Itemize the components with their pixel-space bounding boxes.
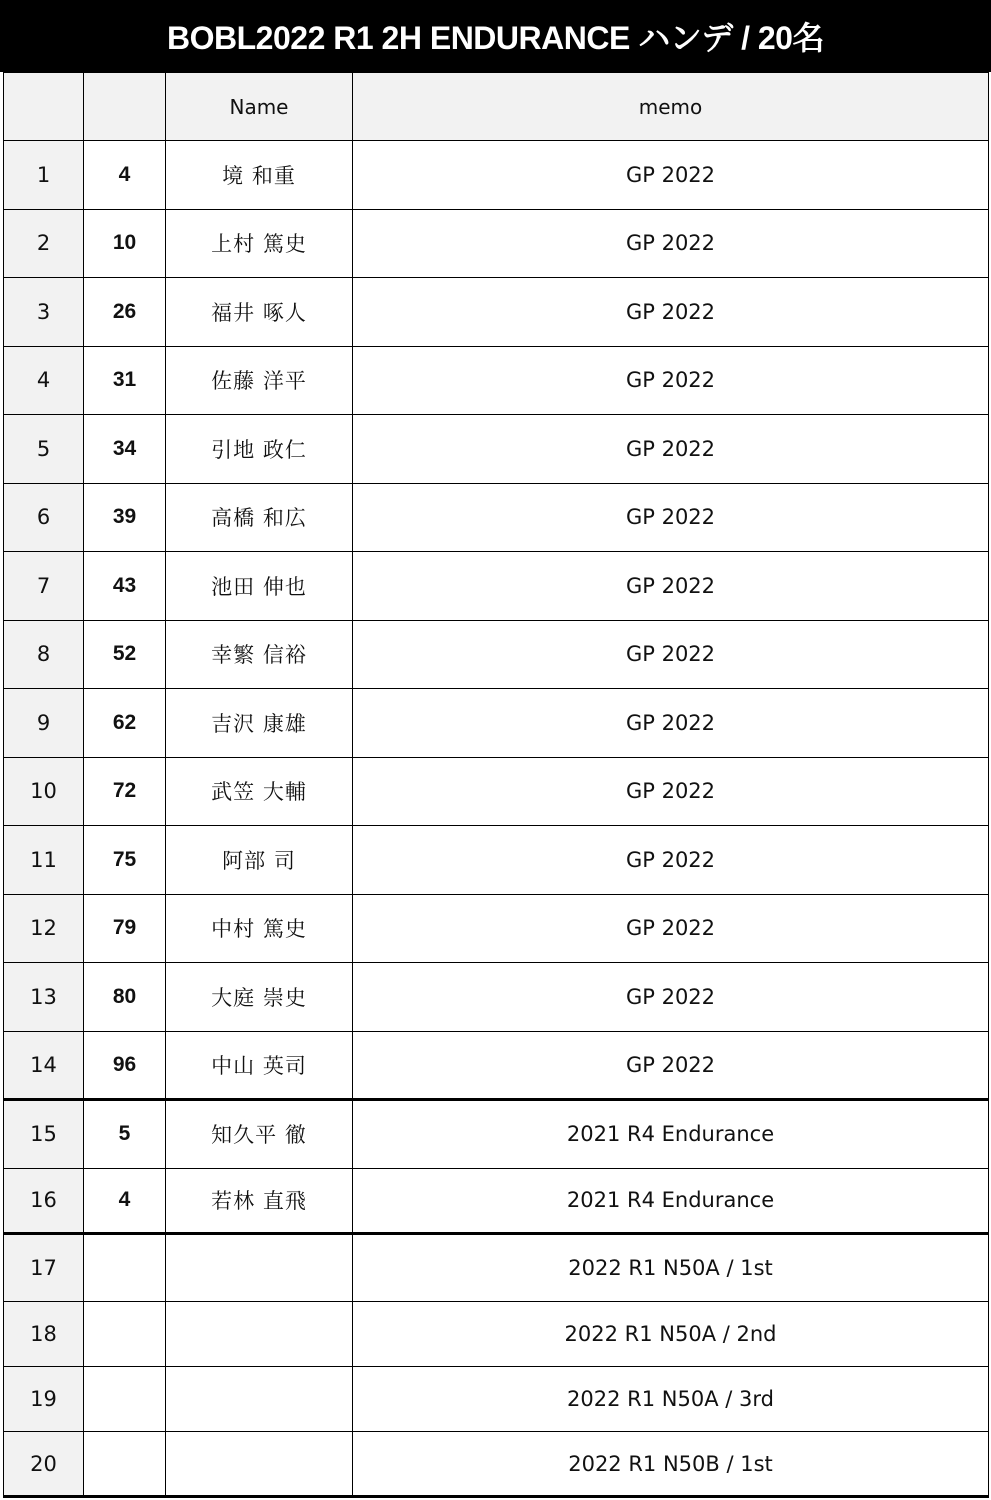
- table-row: [4, 209, 989, 278]
- table-row: [4, 1100, 989, 1169]
- car-number-cell: 79: [84, 894, 166, 963]
- position-cell: 2: [4, 209, 84, 278]
- car-number-cell: 80: [84, 963, 166, 1032]
- driver-name-cell: 池田 伸也: [166, 552, 353, 621]
- driver-name-cell: 引地 政仁: [166, 415, 353, 484]
- header-name: Name: [166, 73, 353, 141]
- memo-cell: GP 2022: [353, 346, 989, 415]
- position-cell: 13: [4, 963, 84, 1032]
- table-row: [4, 483, 989, 552]
- car-number-cell: 39: [84, 483, 166, 552]
- memo-cell: 2022 R1 N50B / 1st: [353, 1432, 989, 1497]
- position-cell: 14: [4, 1031, 84, 1100]
- page-title: BOBL2022 R1 2H ENDURANCE ハンデ / 20名: [0, 0, 991, 72]
- memo-cell: 2022 R1 N50A / 3rd: [353, 1367, 989, 1432]
- position-cell: 15: [4, 1100, 84, 1169]
- position-cell: 6: [4, 483, 84, 552]
- position-cell: 3: [4, 278, 84, 347]
- memo-cell: GP 2022: [353, 620, 989, 689]
- table-row: [4, 415, 989, 484]
- driver-name-cell: 境 和重: [166, 141, 353, 210]
- driver-name-cell: 中山 英司: [166, 1031, 353, 1100]
- memo-cell: GP 2022: [353, 757, 989, 826]
- position-cell: 17: [4, 1233, 84, 1302]
- header-number: [84, 73, 166, 141]
- driver-name-cell: [166, 1233, 353, 1302]
- driver-name-cell: 阿部 司: [166, 826, 353, 895]
- table-row: [4, 963, 989, 1032]
- car-number-cell: 10: [84, 209, 166, 278]
- memo-cell: GP 2022: [353, 209, 989, 278]
- memo-cell: 2021 R4 Endurance: [353, 1168, 989, 1233]
- driver-name-cell: 高橋 和広: [166, 483, 353, 552]
- table-row: [4, 552, 989, 621]
- position-cell: 9: [4, 689, 84, 758]
- header-row: [4, 73, 989, 141]
- car-number-cell: 75: [84, 826, 166, 895]
- car-number-cell: 62: [84, 689, 166, 758]
- car-number-cell: 72: [84, 757, 166, 826]
- table-row: [4, 278, 989, 347]
- driver-name-cell: 上村 篤史: [166, 209, 353, 278]
- memo-cell: GP 2022: [353, 689, 989, 758]
- header-position: [4, 73, 84, 141]
- memo-cell: 2022 R1 N50A / 1st: [353, 1233, 989, 1302]
- memo-cell: 2022 R1 N50A / 2nd: [353, 1302, 989, 1367]
- table-row: [4, 689, 989, 758]
- driver-name-cell: [166, 1367, 353, 1432]
- position-cell: 12: [4, 894, 84, 963]
- car-number-cell: [84, 1302, 166, 1367]
- driver-name-cell: 中村 篤史: [166, 894, 353, 963]
- memo-cell: 2021 R4 Endurance: [353, 1100, 989, 1169]
- table-row: [4, 1031, 989, 1100]
- position-cell: 4: [4, 346, 84, 415]
- driver-name-cell: 福井 啄人: [166, 278, 353, 347]
- car-number-cell: [84, 1432, 166, 1497]
- car-number-cell: 4: [84, 141, 166, 210]
- table-row: [4, 141, 989, 210]
- car-number-cell: 4: [84, 1168, 166, 1233]
- car-number-cell: 52: [84, 620, 166, 689]
- table-row: [4, 757, 989, 826]
- table-row: [4, 346, 989, 415]
- position-cell: 7: [4, 552, 84, 621]
- table-row: [4, 1367, 989, 1432]
- table-row: [4, 826, 989, 895]
- memo-cell: GP 2022: [353, 894, 989, 963]
- car-number-cell: 5: [84, 1100, 166, 1169]
- car-number-cell: 26: [84, 278, 166, 347]
- driver-name-cell: 吉沢 康雄: [166, 689, 353, 758]
- driver-name-cell: 幸繁 信裕: [166, 620, 353, 689]
- entry-table: [3, 72, 989, 1498]
- driver-name-cell: 若林 直飛: [166, 1168, 353, 1233]
- position-cell: 1: [4, 141, 84, 210]
- car-number-cell: 34: [84, 415, 166, 484]
- position-cell: 16: [4, 1168, 84, 1233]
- car-number-cell: 96: [84, 1031, 166, 1100]
- memo-cell: GP 2022: [353, 963, 989, 1032]
- driver-name-cell: 知久平 徹: [166, 1100, 353, 1169]
- memo-cell: GP 2022: [353, 826, 989, 895]
- position-cell: 20: [4, 1432, 84, 1497]
- memo-cell: GP 2022: [353, 278, 989, 347]
- memo-cell: GP 2022: [353, 552, 989, 621]
- table-row: [4, 1168, 989, 1233]
- driver-name-cell: 大庭 崇史: [166, 963, 353, 1032]
- memo-cell: GP 2022: [353, 415, 989, 484]
- car-number-cell: 31: [84, 346, 166, 415]
- position-cell: 10: [4, 757, 84, 826]
- position-cell: 8: [4, 620, 84, 689]
- table-row: [4, 894, 989, 963]
- car-number-cell: 43: [84, 552, 166, 621]
- table-row: [4, 620, 989, 689]
- table-row: [4, 1432, 989, 1497]
- driver-name-cell: [166, 1432, 353, 1497]
- driver-name-cell: 佐藤 洋平: [166, 346, 353, 415]
- position-cell: 18: [4, 1302, 84, 1367]
- memo-cell: GP 2022: [353, 141, 989, 210]
- car-number-cell: [84, 1367, 166, 1432]
- table-row: [4, 1233, 989, 1302]
- memo-cell: GP 2022: [353, 1031, 989, 1100]
- entry-rows: [4, 141, 989, 1497]
- position-cell: 19: [4, 1367, 84, 1432]
- driver-name-cell: [166, 1302, 353, 1367]
- table-row: [4, 1302, 989, 1367]
- driver-name-cell: 武笠 大輔: [166, 757, 353, 826]
- header-memo: memo: [353, 73, 989, 141]
- position-cell: 11: [4, 826, 84, 895]
- position-cell: 5: [4, 415, 84, 484]
- car-number-cell: [84, 1233, 166, 1302]
- memo-cell: GP 2022: [353, 483, 989, 552]
